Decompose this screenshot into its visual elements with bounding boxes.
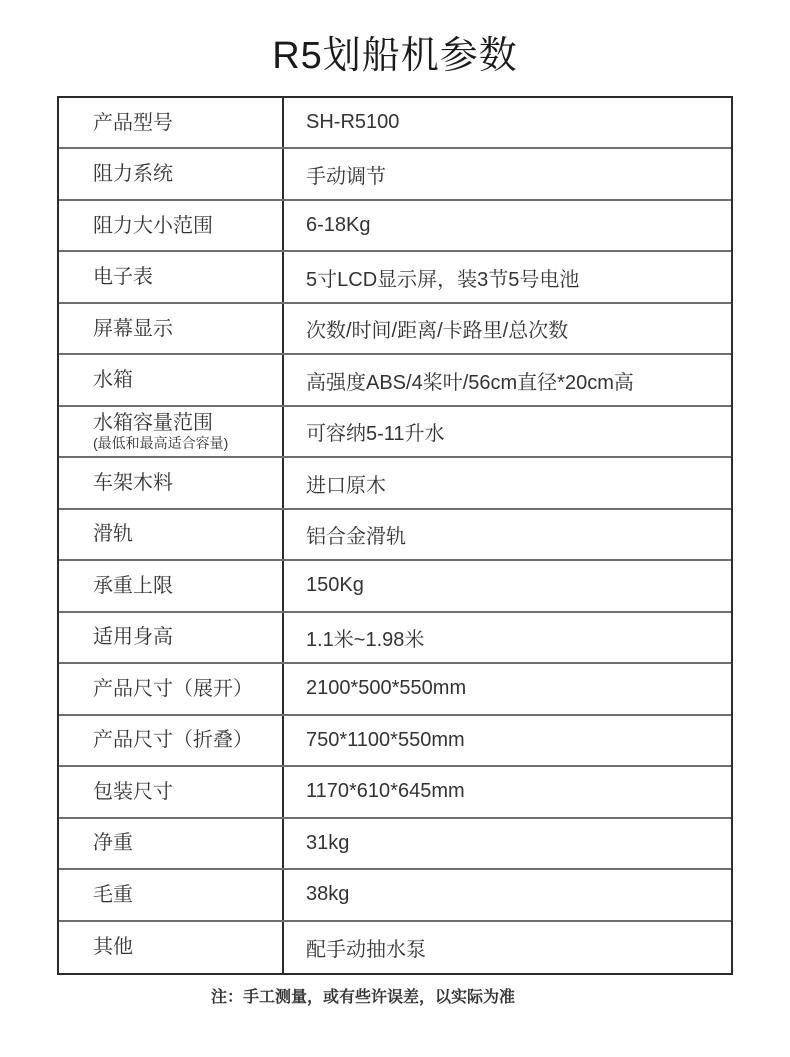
measurement-note: 注：手工测量，或有些许误差，以实际为准 <box>210 989 515 1006</box>
spec-label: 产品型号 <box>93 111 173 134</box>
table-row <box>59 252 731 303</box>
spec-sublabel: (最低和最高适合容量) <box>93 434 229 451</box>
spec-label-cell <box>59 458 284 507</box>
spec-label-cell <box>59 304 284 353</box>
spec-label-cell <box>59 561 284 610</box>
spec-label: 阻力大小范围 <box>93 214 213 237</box>
spec-label: 产品尺寸（折叠） <box>93 729 253 752</box>
spec-value: 高强度ABS/4桨叶/56cm直径*20cm高 <box>306 371 634 394</box>
table-row <box>59 458 731 509</box>
table-row <box>59 355 731 406</box>
spec-value: SH-R5100 <box>306 111 400 134</box>
spec-value: 1.1米~1.98米 <box>306 628 425 651</box>
spec-label-cell <box>59 252 284 301</box>
table-row <box>59 149 731 200</box>
table-row <box>59 561 731 612</box>
spec-label-cell <box>59 819 284 868</box>
spec-value: 配手动抽水泵 <box>306 938 426 961</box>
spec-value: 31kg <box>306 831 350 854</box>
spec-label-cell <box>59 664 284 713</box>
spec-label: 毛重 <box>93 883 133 906</box>
table-row <box>59 201 731 252</box>
spec-label: 产品尺寸（展开） <box>93 677 253 700</box>
table-row <box>59 407 731 458</box>
spec-label-cell <box>59 767 284 816</box>
spec-label: 其他 <box>93 936 133 959</box>
spec-label: 适用身高 <box>93 626 173 649</box>
spec-label-cell <box>59 613 284 662</box>
table-row <box>59 304 731 355</box>
page-title: R5划船机参数 <box>272 35 518 77</box>
spec-value: 铝合金滑轨 <box>306 525 406 548</box>
spec-label: 水箱 <box>93 369 133 392</box>
spec-label-cell <box>59 149 284 198</box>
table-row <box>59 613 731 664</box>
spec-label-cell <box>59 870 284 919</box>
table-row <box>59 664 731 715</box>
spec-value: 可容纳5-11升水 <box>306 423 445 446</box>
spec-label-cell <box>59 355 284 404</box>
table-row <box>59 922 731 973</box>
spec-value: 150Kg <box>306 574 364 597</box>
spec-value: 手动调节 <box>306 165 386 188</box>
spec-value: 次数/时间/距离/卡路里/总次数 <box>306 320 569 343</box>
spec-value: 750*1100*550mm <box>306 728 465 751</box>
table-row <box>59 98 731 149</box>
table-row <box>59 870 731 921</box>
spec-value: 38kg <box>306 883 350 906</box>
table-row <box>59 510 731 561</box>
spec-label: 阻力系统 <box>93 163 173 186</box>
spec-label-cell <box>59 922 284 973</box>
spec-value: 6-18Kg <box>306 214 371 237</box>
spec-label-cell <box>59 201 284 250</box>
table-row <box>59 819 731 870</box>
spec-value: 进口原木 <box>306 474 386 497</box>
spec-label: 包装尺寸 <box>93 780 173 803</box>
spec-label-cell <box>59 98 284 147</box>
spec-label: 车架木料 <box>93 472 173 495</box>
spec-value: 5寸LCD显示屏，装3节5号电池 <box>306 268 580 291</box>
spec-label: 净重 <box>93 832 133 855</box>
table-row <box>59 716 731 767</box>
spec-label: 水箱容量范围 <box>93 411 213 434</box>
spec-value: 1170*610*645mm <box>306 780 465 803</box>
spec-label-cell <box>59 407 284 456</box>
table-row <box>59 767 731 818</box>
spec-label: 滑轨 <box>93 523 133 546</box>
spec-label: 屏幕显示 <box>93 317 173 340</box>
spec-value: 2100*500*550mm <box>306 677 467 700</box>
spec-label: 承重上限 <box>93 574 173 597</box>
spec-label: 电子表 <box>93 266 153 289</box>
spec-label-cell <box>59 716 284 765</box>
spec-label-cell <box>59 510 284 559</box>
spec-table <box>57 96 733 975</box>
